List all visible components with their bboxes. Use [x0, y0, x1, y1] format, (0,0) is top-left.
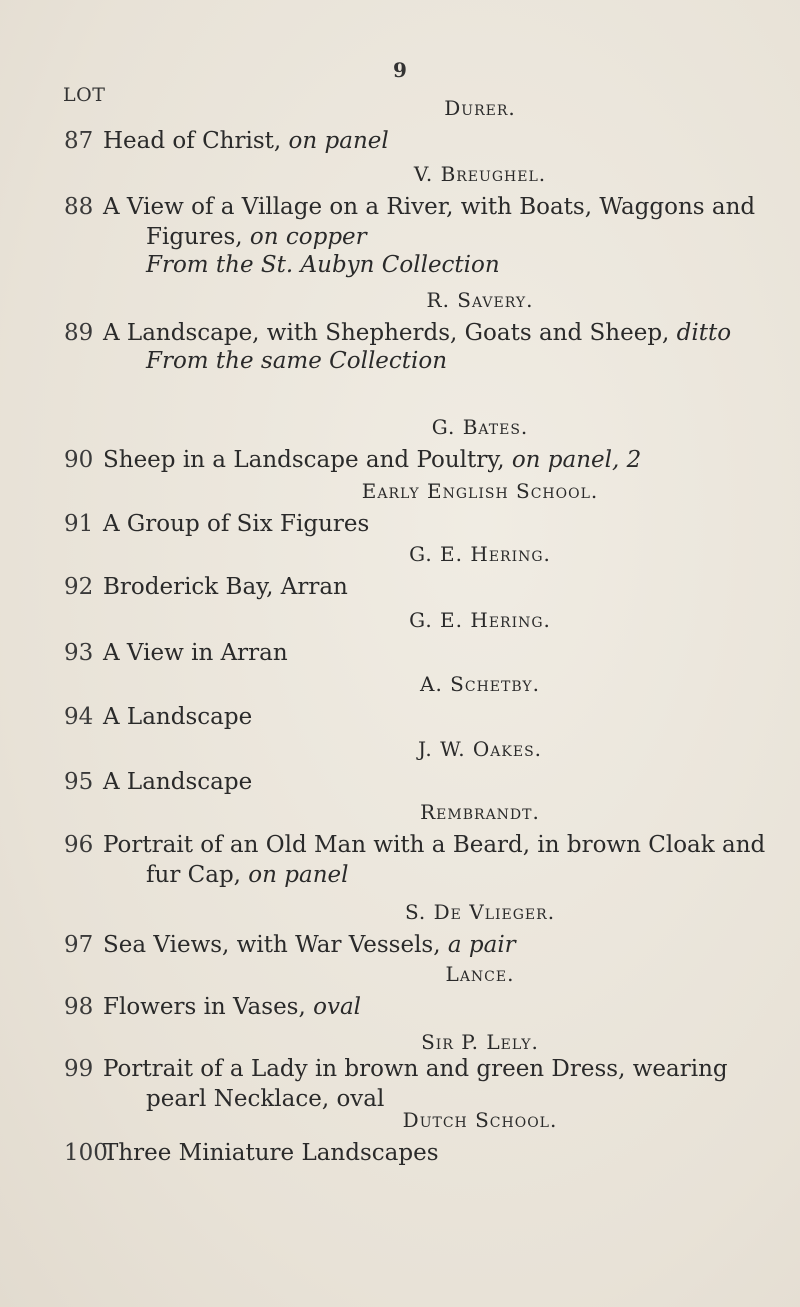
lot-title: Portrait of an Old Man with a Beard, in brown Cloak and	[103, 832, 766, 858]
lot-number: 93	[64, 640, 94, 666]
artist-name: G. E. Hering.	[409, 542, 551, 566]
lot-number: 87	[64, 128, 94, 154]
artist-name: Rembrandt.	[420, 800, 540, 824]
lot-title: A Landscape	[103, 769, 253, 795]
artist-name: Dutch School.	[402, 1108, 558, 1132]
lot-medium: on panel	[288, 128, 389, 154]
lot-title: Sheep in a Landscape and Poultry,	[103, 447, 505, 473]
lot-number: 99	[64, 1056, 94, 1082]
lot-number: 90	[64, 447, 94, 473]
lot-title: Sea Views, with War Vessels,	[103, 932, 441, 958]
lot-description: Three Miniature Landscapes	[103, 1140, 439, 1166]
lot-description	[103, 930, 783, 960]
artist-name: Early English School.	[361, 479, 599, 503]
artist-name: R. Savery.	[426, 288, 534, 312]
lot-title-continued: Figures,	[146, 224, 243, 250]
lot-description	[103, 192, 783, 252]
lot-medium: on panel	[248, 862, 349, 888]
lot-number: 100	[64, 1140, 108, 1166]
lot-medium: on panel, 2	[511, 447, 642, 473]
lot-title: Broderick Bay, Arran	[103, 574, 348, 600]
lot-description	[103, 767, 783, 797]
lot-description	[103, 318, 783, 348]
lot-number: 89	[64, 320, 94, 346]
lot-number: 96	[64, 832, 94, 858]
artist-name: Durer.	[444, 96, 516, 120]
artist-name: A. Schetby.	[420, 672, 540, 696]
lot-description	[103, 992, 783, 1022]
lot-description	[103, 572, 783, 602]
artist-name: Lance.	[445, 962, 515, 986]
lot-description	[103, 638, 783, 668]
lot-number: 92	[64, 574, 94, 600]
lot-description	[103, 445, 783, 475]
lot-column-header: LOT	[63, 84, 106, 106]
lot-description	[103, 830, 783, 890]
lot-medium: oval	[313, 994, 362, 1020]
lot-medium: ditto	[676, 320, 732, 346]
artist-name: J. W. Oakes.	[417, 737, 543, 761]
lot-description	[103, 1054, 783, 1114]
artist-name: S. De Vlieger.	[404, 900, 556, 924]
artist-name: V. Breughel.	[413, 162, 547, 186]
lot-number: 91	[64, 511, 94, 537]
artist-name: G. Bates.	[431, 415, 529, 439]
lot-title: Flowers in Vases,	[103, 994, 306, 1020]
lot-title: A View in Arran	[103, 640, 288, 666]
lot-number: 97	[64, 932, 94, 958]
lot-number: 88	[64, 194, 94, 220]
lot-number: 98	[64, 994, 94, 1020]
lot-medium: a pair	[447, 932, 516, 958]
lot-title: Head of Christ,	[103, 128, 282, 154]
lot-provenance: From the same Collection	[146, 348, 448, 374]
lot-title-continued: fur Cap,	[146, 862, 241, 888]
lot-title: A View of a Village on a River, with Boats, Waggons and	[103, 194, 756, 220]
lot-title: Portrait of a Lady in brown and green Dress, wearing	[103, 1056, 728, 1082]
lot-number: 95	[64, 769, 94, 795]
lot-title: A Landscape, with Shepherds, Goats and Sheep,	[103, 320, 670, 346]
lot-description	[103, 126, 783, 156]
lot-title: A Group of Six Figures	[103, 511, 370, 537]
lot-description	[103, 702, 783, 732]
artist-name: G. E. Hering.	[409, 608, 551, 632]
lot-title: A Landscape	[103, 704, 253, 730]
lot-provenance: From the St. Aubyn Collection	[146, 252, 500, 278]
lot-medium: on copper	[249, 224, 367, 250]
artist-name: Sir P. Lely.	[421, 1030, 539, 1054]
lot-title-continued: pearl Necklace, oval	[146, 1086, 385, 1112]
page-number: 9	[393, 58, 407, 82]
lot-description	[103, 509, 783, 539]
lot-number: 94	[64, 704, 94, 730]
